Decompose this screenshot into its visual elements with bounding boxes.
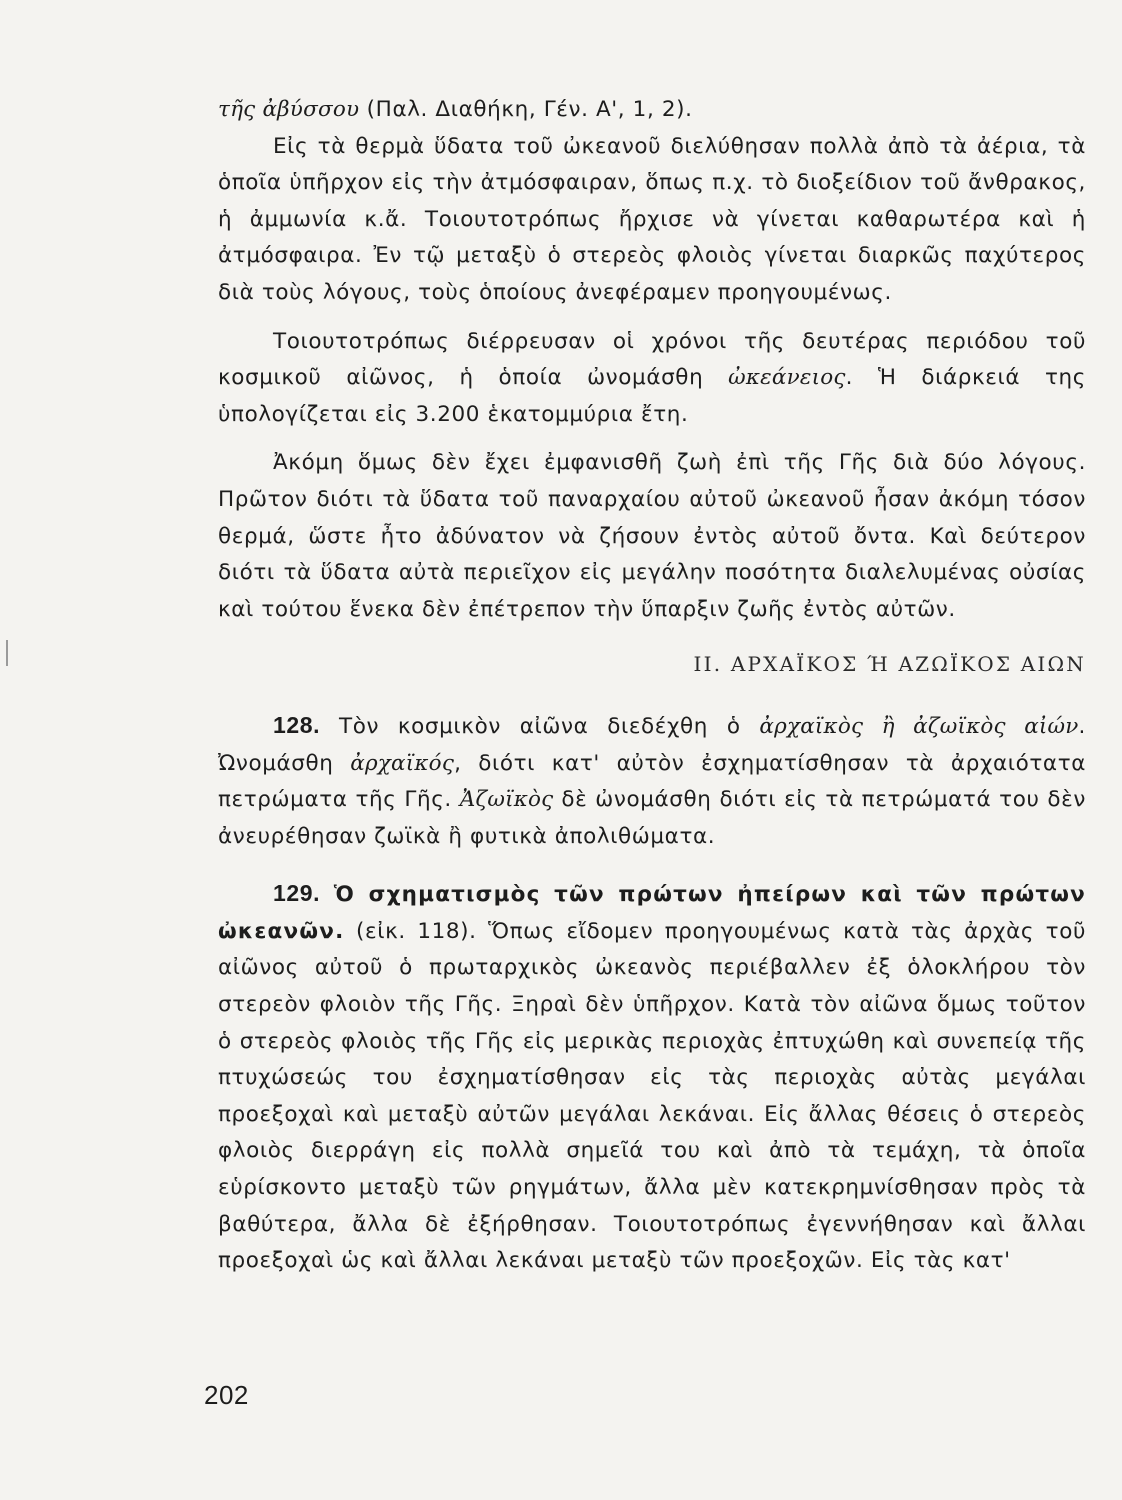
paragraph-oceanic-period [218, 324, 1086, 434]
section-title: Ὁ σχηματισμὸς τῶν πρώτων ἠπείρων καὶ τῶν πρώτων ὠκεανῶν. [218, 882, 1086, 944]
paragraph-continuation [218, 92, 1086, 129]
paragraph-gap [218, 312, 1086, 324]
paragraph-gases: Εἰς τὰ θερμὰ ὕδατα τοῦ ὠκεανοῦ διελύθησαν πολλὰ ἀπὸ τὰ ἀέρια, τὰ ὁποῖα ὑπῆρχον εἰς τὴν ἀτμόσφαιραν, ὅπως π.χ. τὸ διοξείδιον τοῦ ἄνθρακος, ἡ ἀμμωνία κ.ἄ. Τοιουτοτρόπως ἤρχισε νὰ γίνεται καθαρωτέρα καὶ ἡ ἀτμόσφαιρα. Ἐν τῷ μεταξὺ ὁ στερεὸς φλοιὸς γίνεται διαρκῶς παχύτερος διὰ τοὺς λόγους, τοὺς ὁποίους ἀνεφέραμεν προηγουμένως. [218, 133, 1086, 305]
section-text: δὲ ὠνομάσθη διότι εἰς τὰ πετρώματά του δὲν ἀνευρέθησαν ζωϊκὰ ἢ φυτικὰ ἀπολιθώματα. [218, 787, 1087, 849]
section-text: Τὸν κοσμικὸν αἰῶνα διεδέχθη ὁ [320, 713, 760, 739]
margin-mark [6, 640, 8, 666]
italic-phrase: τῆς ἀβύσσου [218, 97, 360, 122]
paragraph-gap [218, 855, 1086, 875]
section-number: 129. [273, 880, 321, 907]
page-number: 202 [204, 1380, 249, 1410]
section-129 [218, 875, 1086, 1280]
paragraph-text: (Παλ. Διαθήκη, Γέν. Α', 1, 2). [359, 97, 693, 122]
italic-term: ἀρχαϊκός [350, 750, 455, 776]
section-128 [218, 707, 1086, 855]
section-text: , διότι κατ' αὐτὸν ἐσχηματίσθησαν τὰ ἀρχαιότατα πετρώματα τῆς Γῆς. [218, 750, 1087, 813]
section-heading: II. ΑΡΧΑΪΚΟΣ Ή ΑΖΩΪΚΟΣ ΑΙΩΝ [693, 652, 1086, 677]
italic-term: ἀρχαϊκὸς ἢ ἀζωϊκὸς αἰών [759, 713, 1079, 739]
section-text: (εἰκ. 118). Ὅπως εἴδομεν προηγουμένως κατὰ τὰς ἀρχὰς τοῦ αἰῶνος αὐτοῦ ὁ πρωταρχικὸς ὠκεανὸς περιέβαλλεν ἐξ ὁλοκλήρου τὸν στερεὸν φλοιὸν τῆς Γῆς. Ξηραὶ δὲν ὑπῆρχον. Κατὰ τὸν αἰῶνα ὅμως τοῦτον ὁ στερεὸς φλοιὸς τῆς Γῆς εἰς μερικὰς περιοχὰς ἐπτυχώθη καὶ συνεπείᾳ τῆς πτυχώσεώς του ἐσχηματίσθησαν εἰς τὰς περιοχὰς αὐτὰς μεγάλαι προεξοχαὶ καὶ μεταξὺ αὐτῶν μεγάλαι λεκάναι. Εἰς ἄλλας θέσεις ὁ στερεὸς φλοιὸς διερράγη εἰς πολλὰ σημεῖά του καὶ ἀπὸ τὰ τεμάχη, τὰ ὁποῖα εὑρίσκοντο μεταξὺ τῶν ρηγμάτων, ἄλλα μὲν κατεκρημνίσθησαν πρὸς τὰ βαθύτερα, ἄλλα δὲ ἐξήρθησαν. Τοιουτοτρόπως ἐγεννήθησαν καὶ ἄλλαι προεξοχαὶ ὡς καὶ ἄλλαι λεκάναι μεταξὺ τῶν προεξοχῶν. Εἰς τὰς κατ' [218, 918, 1086, 1274]
italic-term: ὠκεάνειος [728, 365, 846, 391]
section-number: 128. [273, 711, 321, 738]
paragraph-gap [218, 433, 1086, 445]
paragraph-text: Τοιουτοτρόπως διέρρευσαν οἱ χρόνοι τῆς δευτέρας περιόδου τοῦ κοσμικοῦ αἰῶνος, ἡ ὁποία ὠνομάσθη [218, 328, 1086, 391]
italic-term: Ἀζωϊκὸς [459, 787, 554, 813]
section-text: . Ὠνομάσθη [218, 713, 1086, 776]
paragraph-text: . Ἡ διάρκειά της ὑπολογίζεται εἰς 3.200 ἑκατομμύρια ἔτη. [218, 365, 1086, 427]
page-body [218, 92, 1086, 1280]
paragraph-no-life: Ἀκόμη ὅμως δὲν ἔχει ἐμφανισθῆ ζωὴ ἐπὶ τῆς Γῆς διὰ δύο λόγους. Πρῶτον διότι τὰ ὕδατα τοῦ παναρχαίου αὐτοῦ ὠκεανοῦ ἦσαν ἀκόμη τόσον θερμά, ὥστε ἦτο ἀδύνατον νὰ ζήσουν ἐντὸς αὐτοῦ ὄντα. Καὶ δεύτερον διότι τὰ ὕδατα αὐτὰ περιεῖχον εἰς μεγάλην ποσότητα διαλελυμένας οὐσίας καὶ τούτου ἕνεκα δὲν ἐπέτρεπον τὴν ὕπαρξιν ζωῆς ἐντὸς αὐτῶν. [218, 450, 1086, 622]
